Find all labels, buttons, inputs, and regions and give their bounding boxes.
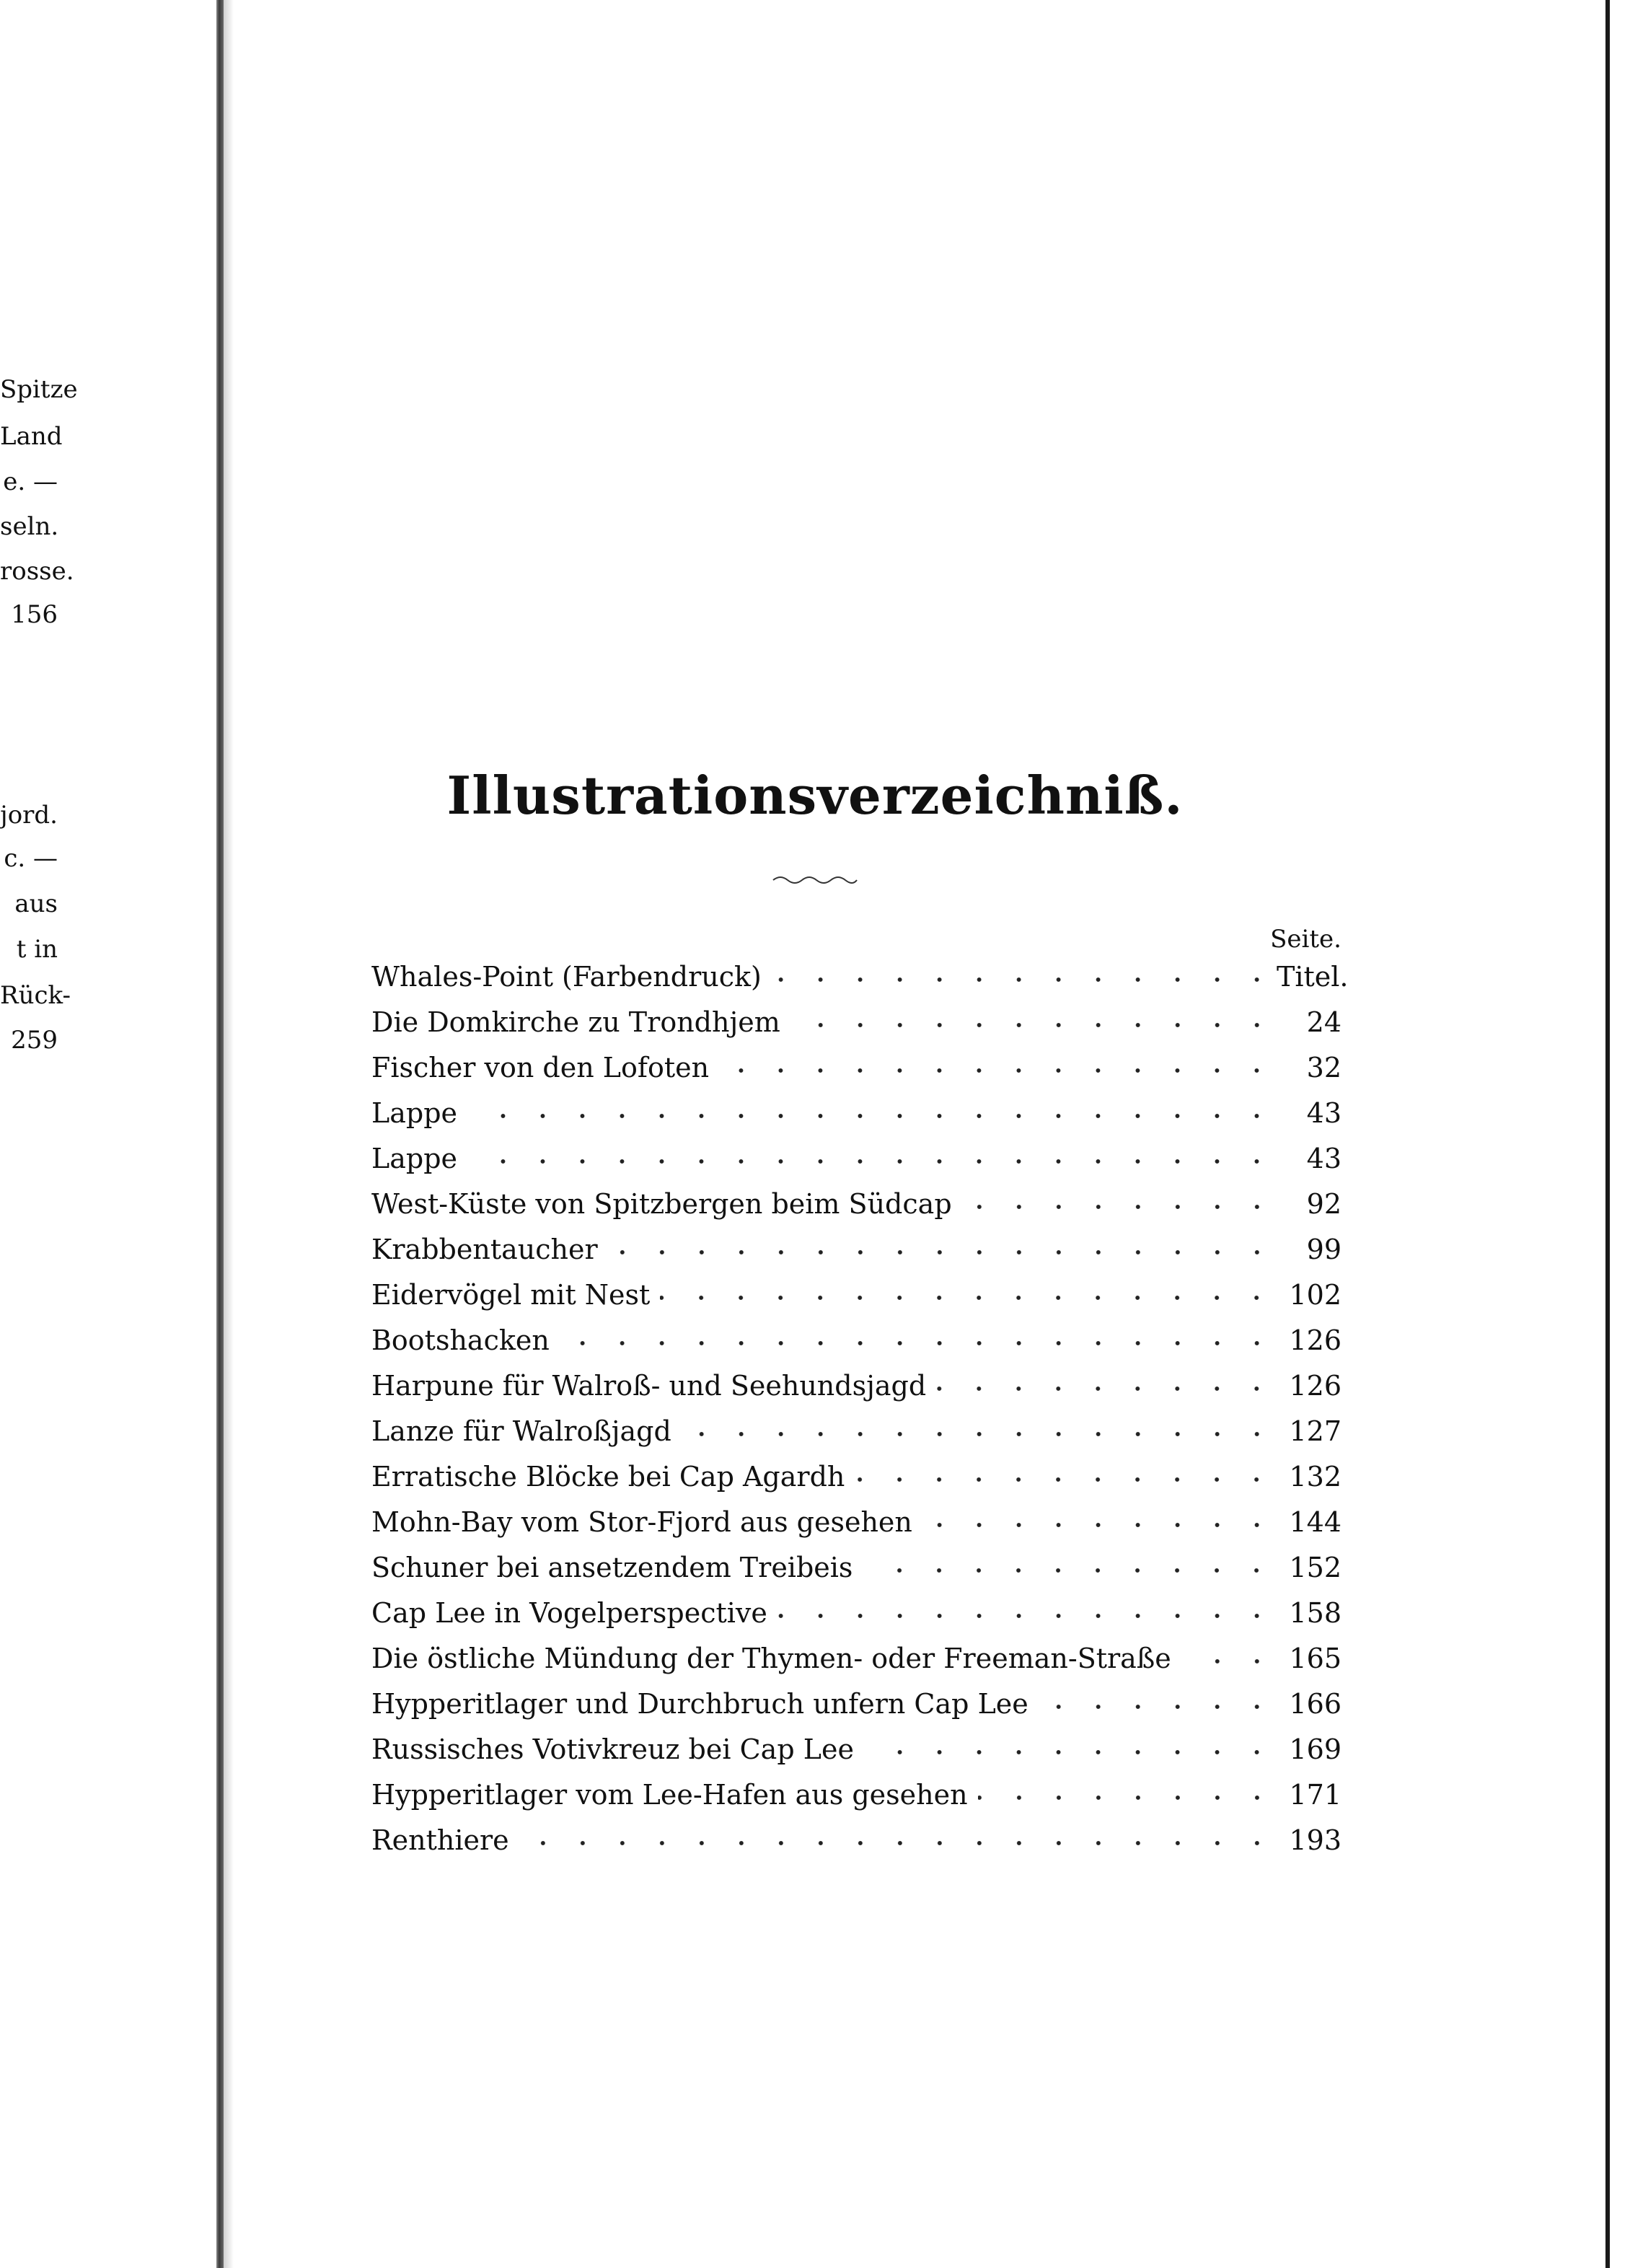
toc-entry-page: 126 [1289,1324,1342,1356]
toc-entry [371,1726,1342,1772]
page-edge [1605,0,1610,2268]
toc-leader-dots [467,1148,1277,1175]
toc-leader-dots [1181,1648,1277,1675]
toc-entry [371,1499,1342,1544]
left-page-fragment-line: Spitze [0,375,78,404]
left-page-fragment [0,0,78,1082]
toc-entry-page: 193 [1289,1824,1342,1856]
gutter-shadow [224,0,234,2268]
toc-entry [371,1045,1342,1090]
toc-leader-dots [962,1193,1277,1221]
toc-entry-label: Hypperitlager vom Lee-Hafen aus gesehen [371,1778,968,1811]
toc-entry [371,1772,1342,1817]
toc-entry-label: Russisches Votivkreuz bei Cap Lee [371,1733,854,1765]
toc-leader-dots [936,1375,1277,1402]
toc-entry-page: 166 [1289,1687,1342,1720]
left-page-fragment-line: aus [14,889,58,918]
toc-entry [371,1317,1342,1363]
toc-entry [371,1590,1342,1635]
toc-entry [371,1226,1342,1272]
toc-entry-page: Titel. [1277,960,1349,993]
toc-entry [371,1454,1342,1499]
toc-leader-dots [608,1239,1277,1266]
toc-entry-page: 132 [1289,1460,1342,1493]
toc-entry-label: Fischer von den Lofoten [371,1051,710,1084]
toc-entry-label: Lappe [371,1142,458,1174]
toc-leader-dots [864,1739,1277,1766]
toc-entry [371,954,1349,999]
toc-leader-dots [922,1511,1277,1539]
toc-entry-page: 152 [1289,1551,1342,1583]
toc-entry-page: 43 [1306,1096,1342,1129]
toc-leader-dots [1039,1693,1277,1720]
left-page-fragment-line: rosse. [0,557,74,586]
toc-entry-label: Krabbentaucher [371,1233,598,1265]
toc-entry-page: 171 [1289,1778,1342,1811]
toc-entry-label: Mohn-Bay vom Stor-Fjord aus gesehen [371,1506,912,1538]
toc-entry-label: Bootshacken [371,1324,550,1356]
left-page-fragment-line: 156 [11,600,58,629]
toc-entry-label: Cap Lee in Vogelperspective [371,1596,767,1629]
illustration-list [371,954,1349,1863]
toc-entry-label: Die östliche Mündung der Thymen- oder Freeman-Straße [371,1642,1171,1674]
toc-entry-label: Die Domkirche zu Trondhjem [371,1006,780,1038]
toc-entry [371,1135,1342,1181]
toc-entry [371,1635,1342,1681]
toc-leader-dots [777,1602,1277,1630]
title-ornament [772,871,858,886]
toc-entry-label: Whales-Point (Farbendruck) [371,960,762,993]
toc-leader-dots [719,1057,1277,1084]
toc-entry-page: 165 [1289,1642,1342,1674]
toc-entry-label: Renthiere [371,1824,509,1856]
toc-entry [371,1544,1342,1590]
toc-leader-dots [660,1284,1277,1311]
toc-entry-label: Lanze für Walroßjagd [371,1415,671,1447]
page-column-header: Seite. [1270,925,1342,954]
toc-entry-page: 127 [1289,1415,1342,1447]
left-page-fragment-line: c. — [4,844,58,873]
toc-entry-page: 158 [1289,1596,1342,1629]
toc-entry-label: Harpune für Walroß- und Seehundsjagd [371,1369,927,1402]
toc-entry-page: 102 [1289,1278,1342,1311]
toc-entry-page: 24 [1306,1006,1342,1038]
toc-entry-label: Hypperitlager und Durchbruch unfern Cap Lee [371,1687,1028,1720]
toc-entry [371,1408,1342,1454]
left-page-fragment-line: e. — [3,467,58,496]
toc-entry-page: 126 [1289,1369,1342,1402]
left-page-fragment-line: t in [16,935,58,964]
toc-leader-dots [978,1784,1277,1811]
toc-leader-dots [790,1011,1277,1039]
page-title: Illustrationsverzeichniß. [446,765,1184,826]
toc-leader-dots [855,1466,1277,1493]
toc-leader-dots [863,1557,1277,1584]
toc-entry-page: 99 [1306,1233,1342,1265]
toc-entry-label: Erratische Blöcke bei Cap Agardh [371,1460,845,1493]
toc-leader-dots [560,1329,1277,1357]
toc-leader-dots [519,1829,1277,1857]
left-page-fragment-line: seln. [0,512,59,541]
toc-entry [371,1363,1342,1408]
toc-leader-dots [772,966,1277,993]
toc-entry [371,1090,1342,1135]
left-page-fragment-line: 259 [11,1026,58,1055]
book-gutter [216,0,224,2268]
toc-entry [371,1272,1342,1317]
toc-entry-page: 43 [1306,1142,1342,1174]
toc-leader-dots [467,1102,1277,1130]
left-page-fragment-line: Land [0,422,63,451]
toc-entry-label: Eidervögel mit Nest [371,1278,651,1311]
toc-entry [371,1681,1342,1726]
toc-entry-label: West-Küste von Spitzbergen beim Südcap [371,1187,952,1220]
toc-entry-label: Schuner bei ansetzendem Treibeis [371,1551,853,1583]
toc-entry-page: 169 [1289,1733,1342,1765]
toc-leader-dots [682,1420,1277,1448]
toc-entry [371,1817,1342,1863]
toc-entry-page: 92 [1306,1187,1342,1220]
toc-entry [371,1181,1342,1226]
left-page-fragment-line: Rück- [0,981,71,1010]
toc-entry-page: 144 [1289,1506,1342,1538]
toc-entry-page: 32 [1306,1051,1342,1084]
toc-entry-label: Lappe [371,1096,458,1129]
left-page-fragment-line: jord. [0,801,58,830]
toc-entry [371,999,1342,1045]
